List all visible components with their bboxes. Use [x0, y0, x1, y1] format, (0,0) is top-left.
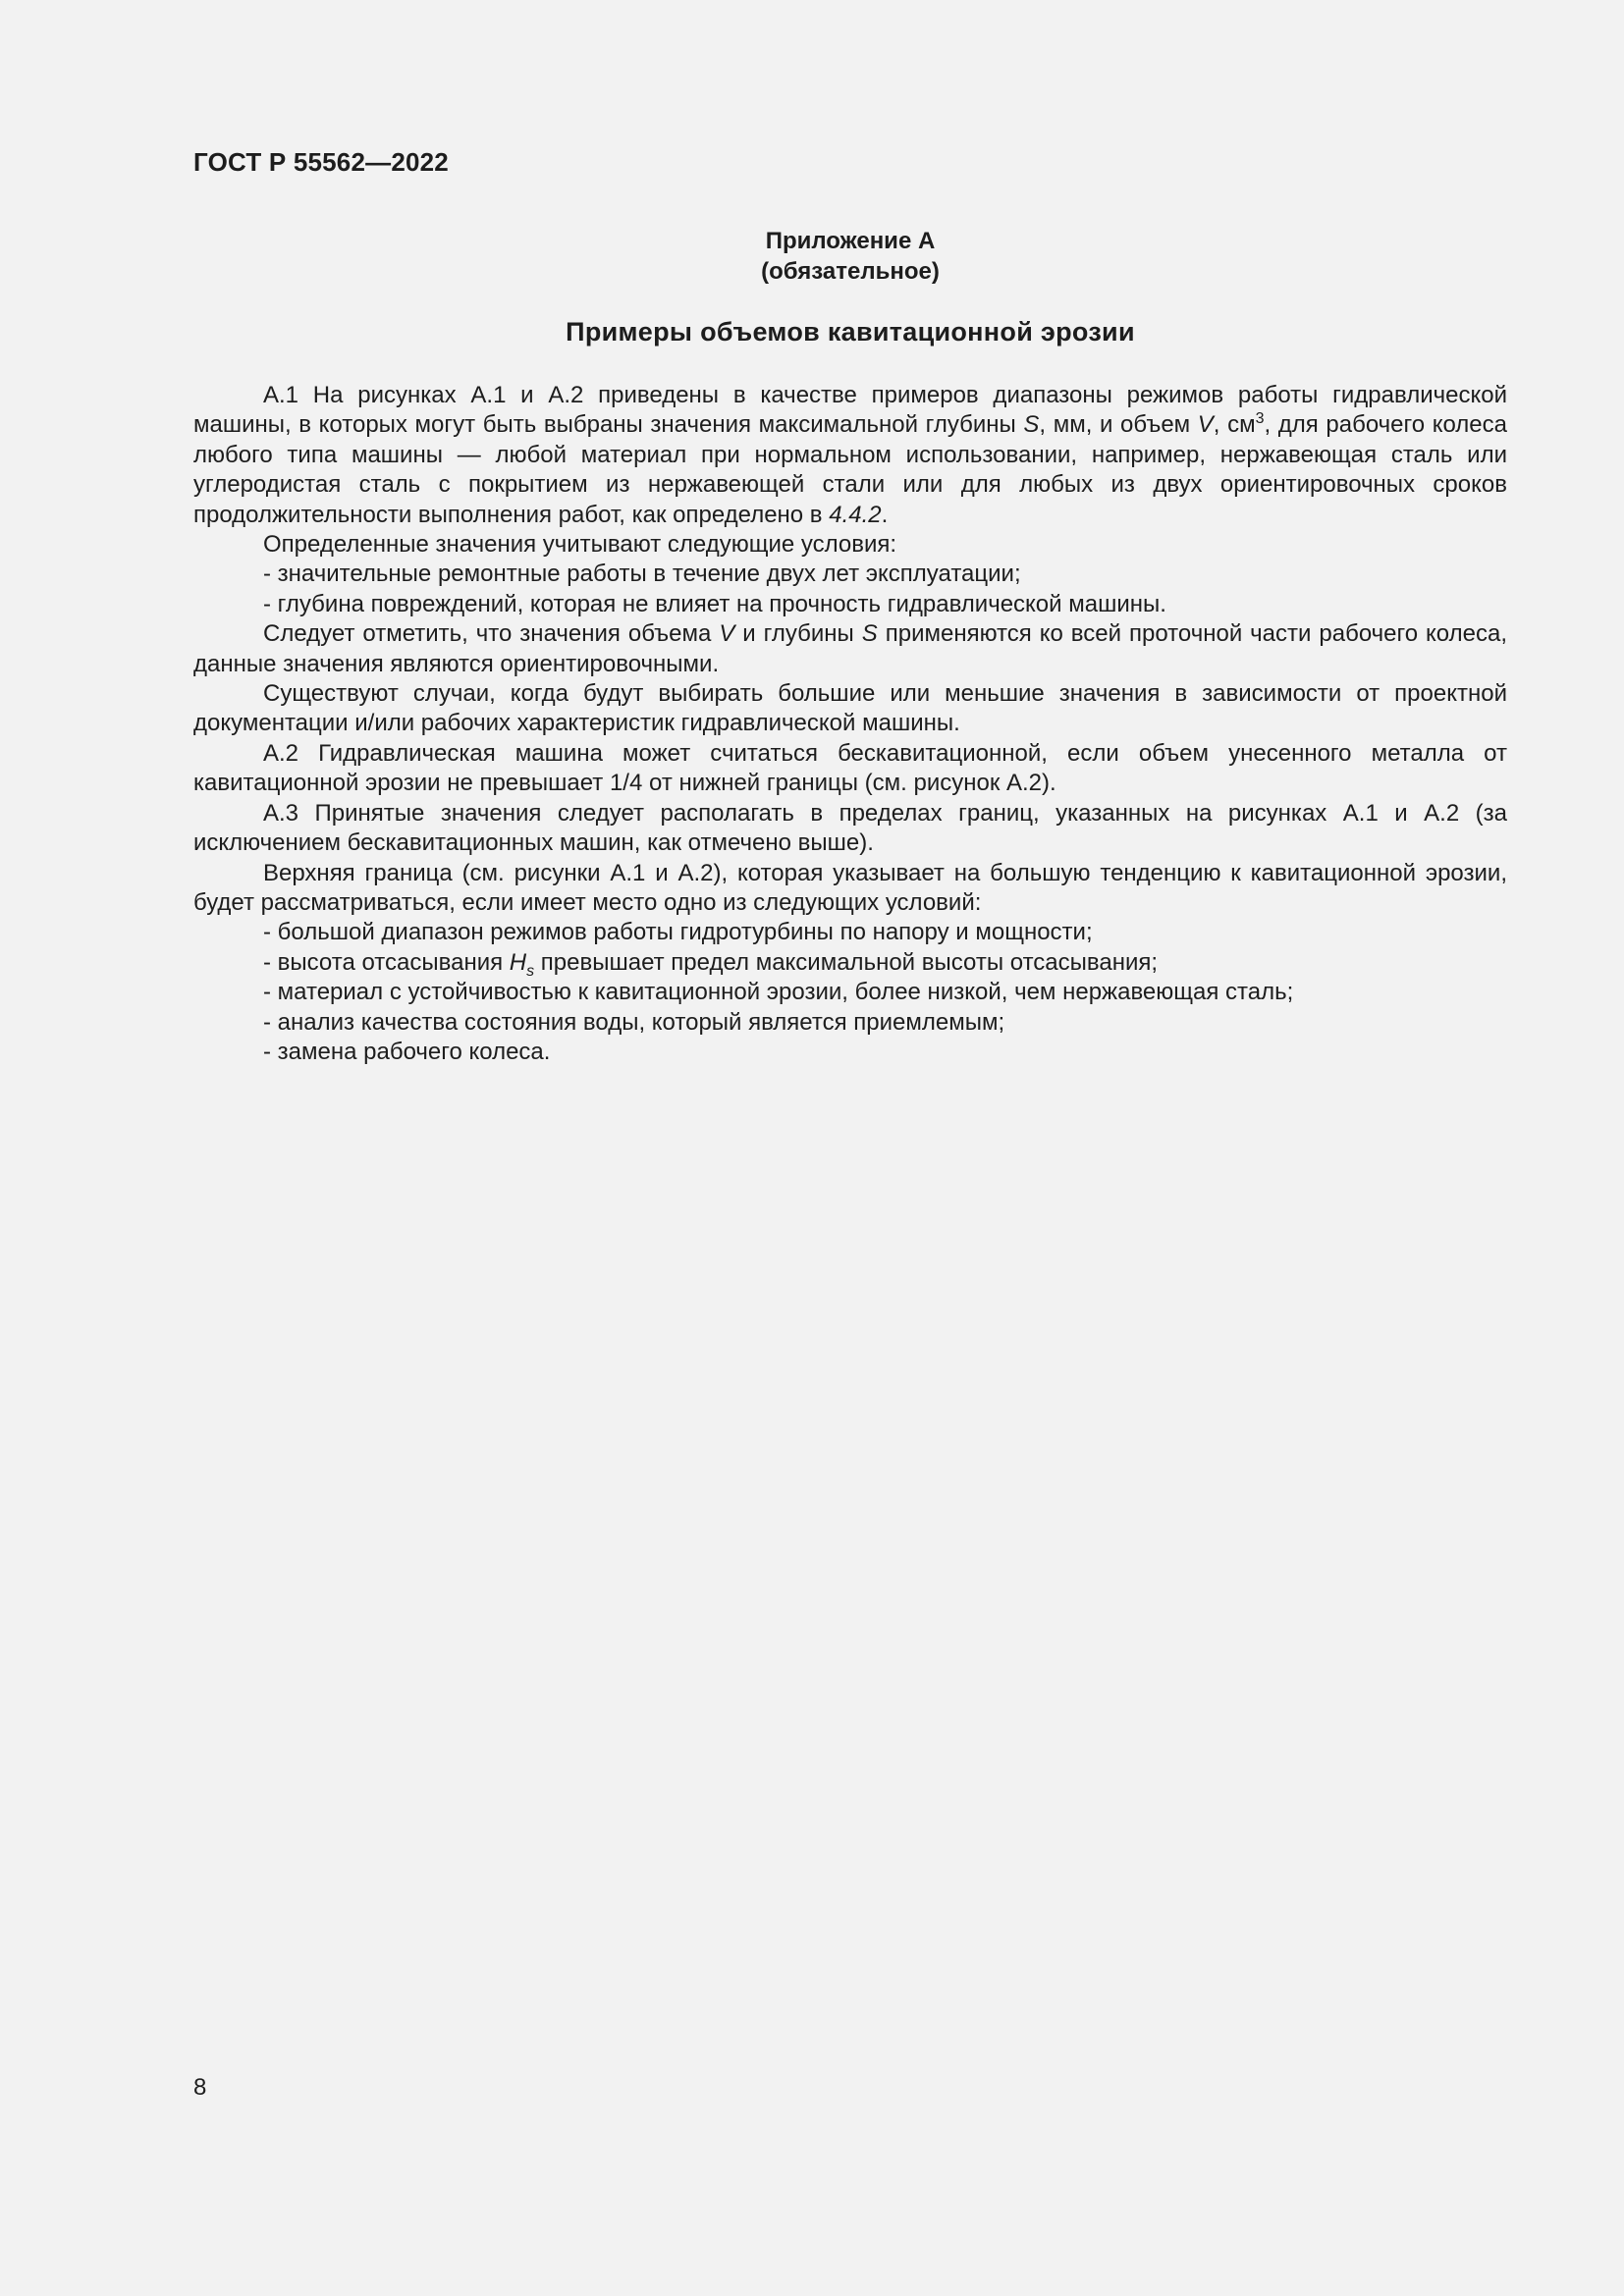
variable-s: S — [1023, 411, 1040, 439]
subscript-s: s — [526, 962, 535, 980]
text-fragment: - высота отсасывания — [263, 948, 510, 976]
text-fragment: Следует отметить, что значения объема — [263, 620, 720, 648]
text-fragment: применяются ко всей проточной части рабочего колеса, данные значения являются ориентировочными. — [193, 620, 1507, 677]
variable-h: H — [509, 948, 527, 976]
appendix-title: Приложение А — [765, 228, 936, 254]
list-item: - значительные ремонтные работы в течение двух лет эксплуатации; — [263, 561, 1021, 588]
variable-v: V — [1197, 411, 1214, 439]
paragraph-a3: А.3 Принятые значения следует располагать в пределах границ, указанных на рисунках А.1 и А.2 (за исключением бескавитационных машин, как отмечено выше). — [193, 799, 1507, 857]
appendix-heading — [193, 226, 1507, 287]
page-number: 8 — [193, 2074, 207, 2101]
text-fragment: , см — [1213, 411, 1256, 439]
text-fragment: . — [881, 501, 889, 528]
section-title: Примеры объемов кавитационной эрозии — [566, 317, 1135, 347]
document-header: ГОСТ Р 55562—2022 — [193, 147, 449, 177]
paragraph-a1 — [193, 381, 1507, 530]
paragraph-upper-bound: Верхняя граница (см. рисунки А.1 и А.2), которая указывает на большую тенденцию к кавитационной эрозии, будет рассматриваться, если имеет место одно из следующих условий: — [193, 859, 1507, 916]
list-item: - замена рабочего колеса. — [263, 1038, 551, 1065]
paragraph-cases: Существуют случаи, когда будут выбирать большие или меньшие значения в зависимости от проектной документации и/или рабочих характеристик гидравлической машины. — [193, 680, 1507, 737]
appendix-status: (обязательное) — [761, 258, 940, 285]
section-reference: 4.4.2 — [829, 501, 882, 528]
variable-v: V — [719, 620, 735, 648]
list-item: - большой диапазон режимов работы гидротурбины по напору и мощности; — [263, 919, 1093, 946]
document-body — [193, 381, 1507, 1067]
text-fragment: и глубины — [734, 620, 862, 648]
conditions-intro: Определенные значения учитывают следующие условия: — [263, 531, 897, 559]
text-fragment: превышает предел максимальной высоты отсасывания; — [534, 948, 1159, 976]
variable-s: S — [861, 620, 878, 648]
list-item: - глубина повреждений, которая не влияет на прочность гидравлической машины. — [263, 590, 1166, 617]
paragraph-note — [193, 619, 1507, 679]
superscript: 3 — [1255, 410, 1265, 428]
text-fragment: , для рабочего колеса любого типа машины — любой материал при нормальном использовании, например, нержавеющая сталь или углеродистая сталь с покрытием из нержавеющей стали или для любых из двух ориентировочных сроков продолжительности выполнения работ, как определено в — [193, 411, 1508, 528]
list-item: - материал с устойчивостью к кавитационной эрозии, более низкой, чем нержавеющая сталь; — [263, 979, 1294, 1006]
text-fragment: А.1 На рисунках А.1 и А.2 приведены в качестве примеров диапазоны режимов работы гидравлической машины, в которых могут быть выбраны значения максимальной глубины — [193, 382, 1507, 439]
text-fragment: , мм, и объем — [1039, 411, 1198, 439]
list-item — [193, 948, 1507, 978]
list-item: - анализ качества состояния воды, который является приемлемым; — [263, 1008, 1005, 1036]
paragraph-a2: А.2 Гидравлическая машина может считаться бескавитационной, если объем унесенного металла от кавитационной эрозии не превышает 1/4 от нижней границы (см. рисунок А.2). — [193, 739, 1507, 797]
